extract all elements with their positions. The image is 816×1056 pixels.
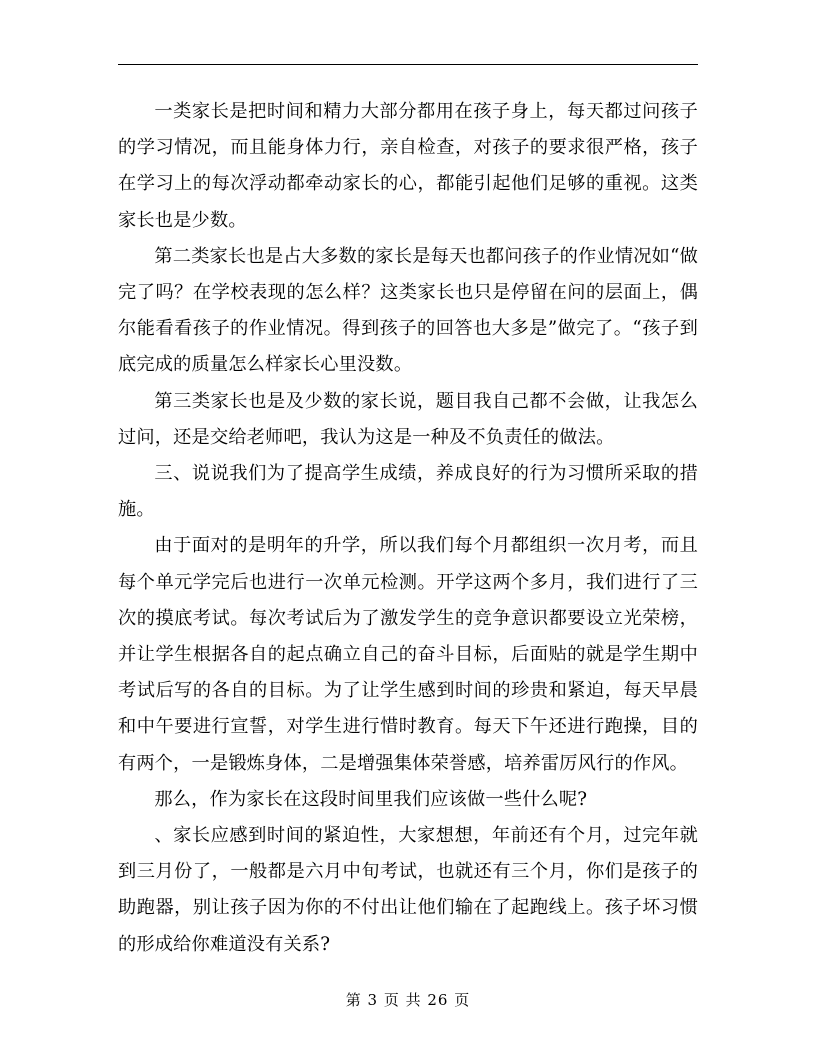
- paragraph-question: 那么，作为家长在这段时间里我们应该做一些什么呢?: [154, 788, 588, 810]
- paragraph-urgency: 、家长应感到时间的紧迫性，大家想想，年前还有个月，过完年就到三月份了，一般都是六月中旬考试，也就还有三个月，你们是孩子的助跑器，别让孩子因为你的不付出让他们输在了起跑线上。孩子坏习惯的形成给你难道没有关系?: [118, 825, 698, 955]
- header-rule: [118, 64, 698, 65]
- paragraph-third-type-parents: 第三类家长也是及少数的家长说，题目我自己都不会做，让我怎么过问，还是交给老师吧，我认为这是一种及不负责任的做法。: [118, 390, 698, 448]
- paragraph-first-type-parents: 一类家长是把时间和精力大部分都用在孩子身上，每天都过问孩子的学习情况，而且能身体力行，亲自检查，对孩子的要求很严格，孩子在学习上的每次浮动都牵动家长的心，都能引起他们足够的重视。这类家长也是少数。: [118, 101, 698, 231]
- paragraph-measures: 由于面对的是明年的升学，所以我们每个月都组织一次月考，而且每个单元学完后也进行一次单元检测。开学这两个多月，我们进行了三次的摸底考试。每次考试后为了激发学生的竞争意识都要设立光荣榜，并让学生根据各自的起点确立自己的奋斗目标，后面贴的就是学生期中考试后写的各自的目标。为了让学生感到时间的珍贵和紧迫，每天早晨和中午要进行宣誓，对学生进行惜时教育。每天下午还进行跑操，目的有两个，一是锻炼身体，二是增强集体荣誉感，培养雷厉风行的作风。: [118, 535, 698, 774]
- page-number-label: 第 3 页 共 26 页: [345, 991, 471, 1009]
- body-text: [118, 94, 698, 963]
- paragraph-second-type-parents: 第二类家长也是占大多数的家长是每天也都问孩子的作业情况如“做完了吗？在学校表现的怎么样？这类家长也只是停留在问的层面上，偶尔能看看孩子的作业情况。得到孩子的回答也大多是”做完了。“孩子到底完成的质量怎么样家长心里没数。: [118, 245, 698, 376]
- section-heading-measures: 三、说说我们为了提高学生成绩，养成良好的行为习惯所采取的措施。: [118, 463, 698, 521]
- page-footer: [0, 990, 816, 1010]
